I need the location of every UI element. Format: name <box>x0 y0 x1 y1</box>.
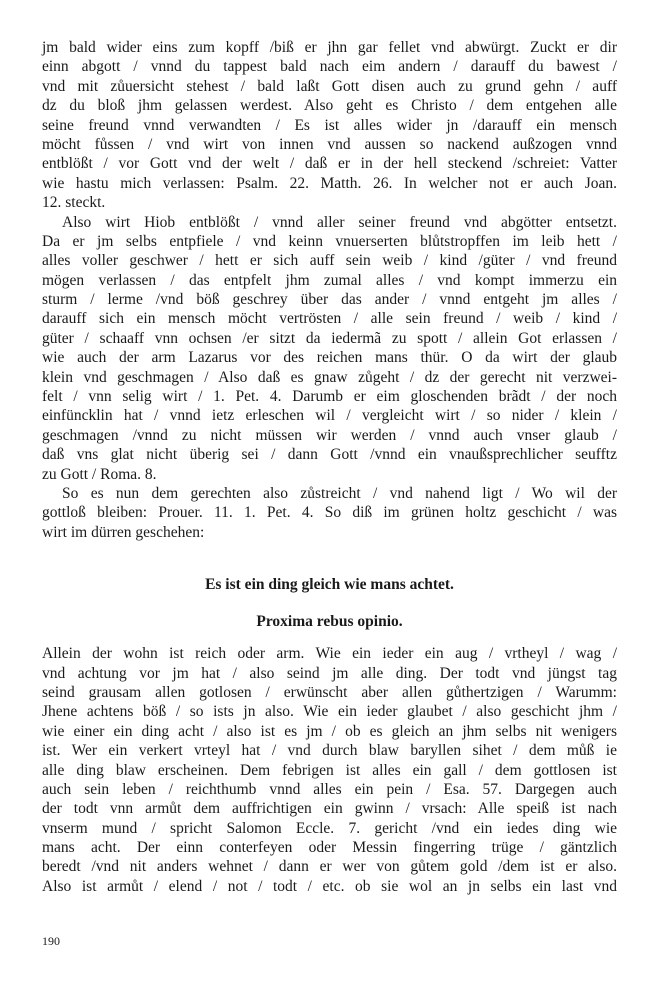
text-line: güter / schaaff vnn ochsen /er sitzt da iedermã zu spott / allein Got erlassen / <box>42 329 617 347</box>
page-body <box>42 38 617 896</box>
text-line: einn abgott / vnnd du tappest bald nach eim andern / darauff du bawest / <box>42 58 617 76</box>
paragraph-wohn <box>42 644 617 896</box>
text-line: mans acht. Der einn conterfeyen oder Messin fingerring trüge / gäntzlich <box>42 839 617 857</box>
text-line: zu Gott / Roma. 8. <box>42 465 157 483</box>
text-line: felt / vnn selig wirt / 1. Pet. 4. Darumb er eim gloschenden brãdt / der noch <box>42 388 617 406</box>
spacer <box>42 595 617 612</box>
text-line: klein vnd geschmagen / Also daß es gnaw zůgeht / dz der gerecht nit verzwei- <box>42 368 617 386</box>
text-line: Da er jm selbs entpfiele / vnd keinn vnuerserten blůtstropffen im leib hett / <box>42 232 617 250</box>
text-line: mögen verlassen / das entpfelt jhm zumal alles / vnd kompt immerzu ein <box>42 271 617 289</box>
text-line: wie einer ein ding acht / also ist es jm / ob es gleich an jhm selbs nit wenigers <box>42 722 617 740</box>
paragraph-continuation <box>42 38 617 213</box>
text-line: vnd achtung vor jm hat / also seind jm alle ding. Der todt vnd jüngst tag <box>42 664 617 682</box>
section-title: Es ist ein ding gleich wie mans achtet. <box>205 576 454 594</box>
text-line: Jhene achtens böß / so ists jn also. Wie ein ieder glaubet / also geschicht jhm / <box>42 703 617 721</box>
text-line: möcht fůssen / vnd wirt von innen vnd aussen so nackend außzogen vnnd <box>42 135 617 153</box>
section-subtitle: Proxima rebus opinio. <box>256 613 403 631</box>
text-line: sturm / lerme /vnd böß geschrey über das ander / vnnd entgeht jm alles / <box>42 291 617 309</box>
text-line: auch sein leben / reichthumb vnnd alles ein pein / Esa. 57. Dargegen auch <box>42 780 617 798</box>
text-line: 12. steckt. <box>42 194 106 212</box>
text-line: vnd mit zůuersicht stehest / bald laßt Gott disen auch zu grund gehn / auff <box>42 77 617 95</box>
text-line: alles voller geschwer / hett er sich auff sein weib / kind /güter / vnd freund <box>42 252 617 270</box>
text-line: wie auch der arm Lazarus vor des reichen mans thür. O da wirt der glaub <box>42 349 617 367</box>
text-line: daß vns glat nicht überig sei / dann Gott /vnnd ein vnaußsprechlicher seufftz <box>42 446 617 464</box>
paragraph-gerechten <box>42 484 617 542</box>
text-line: wirt im dürren geschehen: <box>42 523 205 541</box>
paragraph-hiob <box>42 213 617 484</box>
text-line: seine freund vnnd verwandten / Es ist alles wider jn /darauff ein mensch <box>42 116 617 134</box>
text-line: einfüncklin hat / vnnd ietz erleschen wil / vergleicht wirt / so nider / klein / <box>42 407 617 425</box>
text-line: alle ding blaw erscheinen. Dem febrigen ist alles ein gall / dem gottlosen ist <box>42 761 617 779</box>
text-line: entblößt / vor Gott vnd der welt / daß er in der hell steckend /schreiet: Vatter <box>42 155 617 173</box>
text-line: jm bald wider eins zum kopff /biß er jhn gar fellet vnd abwürgt. Zuckt er dir <box>42 39 617 56</box>
text-line: Also ist armůt / elend / not / todt / etc. ob sie wol an jn selbs ein last vnd <box>42 877 617 895</box>
text-line: ist. Wer ein verkert vrteyl hat / vnd durch blaw baryllen sihet / dem můß ie <box>42 742 617 760</box>
text-line: darauff sich ein mensch möcht vertrösten / alle sein freund / weib / kind / <box>42 310 617 328</box>
text-line: dz du bloß jhm gelassen werdest. Also geht es Christo / dem entgehen alle <box>42 97 617 115</box>
text-line: vnserm mund / spricht Salomon Eccle. 7. gericht /vnd ein iedes ding wie <box>42 819 617 837</box>
spacer <box>42 542 617 575</box>
spacer <box>42 632 617 644</box>
text-line: geschmagen /vnnd zu nicht müssen wir werden / vnnd auch vnser glaub / <box>42 426 617 444</box>
page-number: 190 <box>42 934 60 948</box>
text-line: Also wirt Hiob entblößt / vnnd aller seiner freund vnd abgötter entsetzt. <box>62 213 617 231</box>
text-line: der todt vnn armůt dem auffrichtigen ein gwinn / vrsach: Alle speiß ist nach <box>42 800 617 818</box>
text-line: Allein der wohn ist reich oder arm. Wie ein ieder ein aug / vrtheyl / wag / <box>42 645 617 663</box>
text-line: gottloß bleiben: Prouer. 11. 1. Pet. 4. So diß im grünen holtz geschicht / was <box>42 504 617 522</box>
text-line: seind grausam allen gotlosen / erwünscht aber allen gůthertzigen / Warumm: <box>42 683 617 701</box>
text-line: So es nun dem gerechten also zůstreicht / vnd nahend ligt / Wo wil der <box>62 484 617 502</box>
text-line: wie hastu mich verlassen: Psalm. 22. Matth. 26. In welcher not er auch Joan. <box>42 174 617 192</box>
text-line: beredt /vnd nit anders wehnet / dann er wer von gůtem gold /dem ist er also. <box>42 858 617 876</box>
